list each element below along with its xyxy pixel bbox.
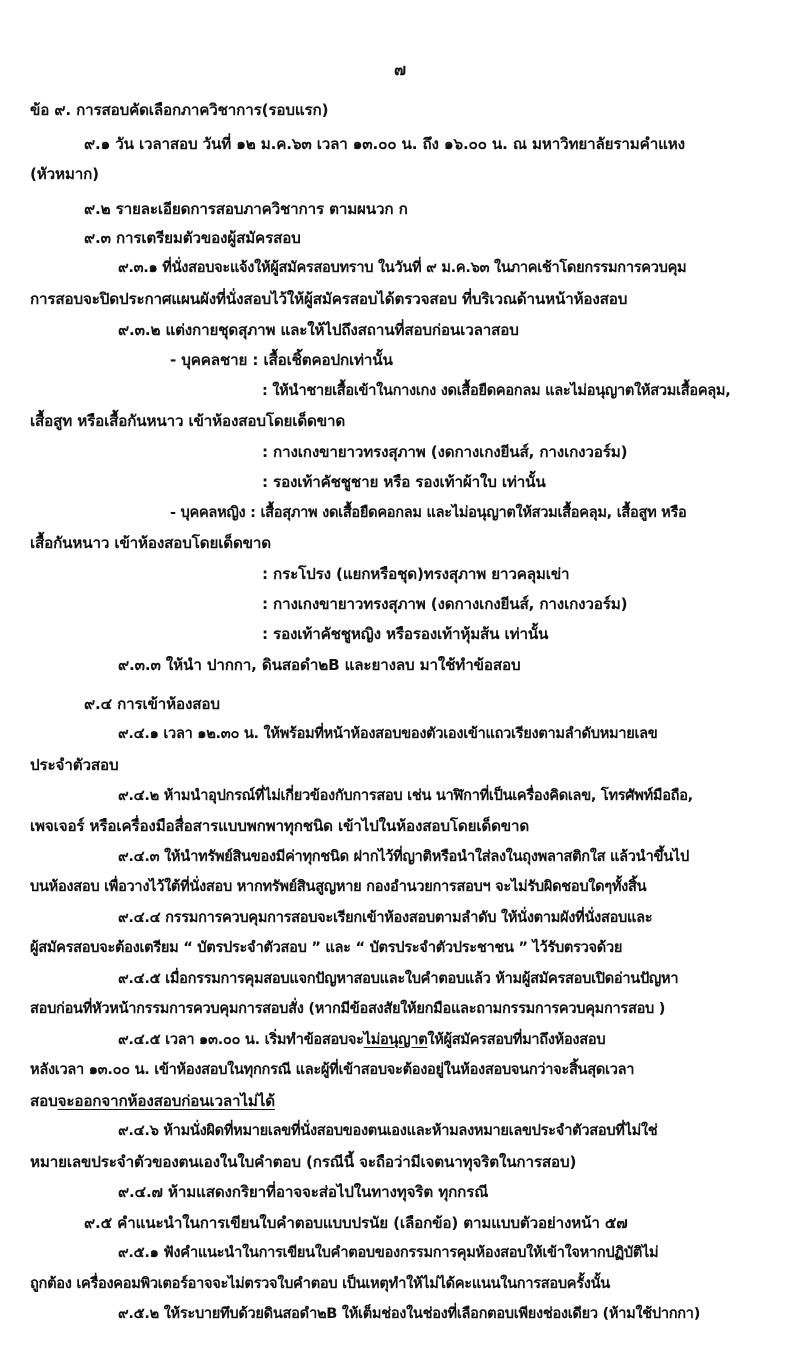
item-9-3-2: ๙.๓.๒ แต่งกายชุดสุภาพ และให้ไปถึงสถานที่สอบก่อนเวลาสอบ [118, 321, 519, 339]
item-9-4-5b-text-a: ๙.๔.๕ เวลา ๑๓.๐๐ น. เริ่มทำข้อสอบจะ [118, 1031, 364, 1048]
dress-female-skirt: : กระโปรง (แยกหรือชุด)ทรงสุภาพ ยาวคลุมเข่า [262, 565, 570, 583]
item-9-4-2-line-1: ๙.๔.๒ ห้ามนำอุปกรณ์ที่ไม่เกี่ยวข้องกับการสอบ เช่น นาฬิกาที่เป็นเครื่องคิดเลข, โทรศัพท์มือถือ, [118, 787, 693, 804]
item-9-4-5b-exam-word: สอบ [30, 1092, 58, 1110]
section-9-heading: ข้อ ๙. การสอบคัดเลือกภาควิชาการ(รอบแรก) [30, 101, 329, 119]
no-early-leave-underlined: จะออกจากห้องสอบก่อนเวลาไม่ได้ [57, 1092, 275, 1110]
item-9-4-5-line-2: สอบก่อนที่หัวหน้ากรรมการควบคุมการสอบสั่ง (หากมีข้อสงสัยให้ยกมือและถามกรรมการควบคุมการสอบ ) [30, 1000, 666, 1017]
dress-male-rule-line-1: : ให้นำชายเสื้อเข้าในกางเกง งดเสื้อยืดคอกลม และไม่อนุญาตให้สวมเสื้อคลุม, [262, 382, 731, 399]
item-9-4-7: ๙.๔.๗ ห้ามแสดงกริยาที่อาจจะส่อไปในทางทุจริต ทุกกรณี [118, 1183, 489, 1201]
item-9-4-5b-line-3 [30, 1091, 275, 1111]
item-9-4-5-line-1: ๙.๔.๕ เมื่อกรรมการคุมสอบแจกปัญหาสอบและใบคำตอบแล้ว ห้ามผู้สมัครสอบเปิดอ่านปัญหา [118, 970, 679, 987]
item-9-4-5b-line-1 [118, 1030, 605, 1050]
dress-female-trousers: : กางเกงขายาวทรงสุภาพ (งดกางเกงยีนส์, กางเกงวอร์ม) [262, 595, 628, 613]
item-9-3-heading: ๙.๓ การเตรียมตัวของผู้สมัครสอบ [84, 229, 301, 247]
item-9-4-heading: ๙.๔ การเข้าห้องสอบ [84, 695, 220, 713]
item-9-5-1-line-2: ถูกต้อง เครื่องคอมพิวเตอร์อาจจะไม่ตรวจใบคำตอบ เป็นเหตุทำให้ไม่ได้คะแนนในการสอบครั้งนั้น [30, 1275, 610, 1292]
dress-male-trousers: : กางเกงขายาวทรงสุภาพ (งดกางเกงยีนส์, กางเกงวอร์ม) [262, 443, 628, 461]
item-9-1-line-1: ๙.๑ วัน เวลาสอบ วันที่ ๑๒ ม.ค.๖๓ เวลา ๑๓.๐๐ น. ถึง ๑๖.๐๐ น. ณ มหาวิทยาลัยรามคำแหง [84, 135, 685, 153]
item-9-4-5b-line-2: หลังเวลา ๑๓.๐๐ น. เข้าห้องสอบในทุกกรณี และผู้ที่เข้าสอบจะต้องอยู่ในห้องสอบจนกว่าจะสิ้นสุดเวลา [30, 1061, 635, 1078]
item-9-5-1-line-1: ๙.๕.๑ ฟังคำแนะนำในการเขียนใบคำตอบของกรรมการคุมห้องสอบให้เข้าใจหากปฏิบัติไม่ [118, 1244, 659, 1261]
item-9-5-2: ๙.๕.๒ ให้ระบายทึบด้วยดินสอดำ๒B ให้เต็มช่องในช่องที่เลือกตอบเพียงช่องเดียว (ห้ามใช้ปากกา) [118, 1305, 701, 1322]
dress-male-rule-line-2: เสื้อสูท หรือเสื้อกันหนาว เข้าห้องสอบโดยเด็ดขาด [30, 412, 346, 430]
item-9-4-2-line-2: เพจเจอร์ หรือเครื่องมือสื่อสารแบบพกพาทุกชนิด เข้าไปในห้องสอบโดยเด็ดขาด [30, 817, 530, 835]
item-9-4-6-line-2: หมายเลขประจำตัวของตนเองในใบคำตอบ (กรณีนี้ จะถือว่ามีเจตนาทุจริตในการสอบ) [30, 1153, 577, 1171]
item-9-5-heading: ๙.๕ คำแนะนำในการเขียนใบคำตอบแบบปรนัย (เลือกข้อ) ตามแบบตัวอย่างหน้า ๕๗ [84, 1214, 628, 1232]
item-9-4-1-line-2: ประจำตัวสอบ [30, 756, 119, 774]
dress-female-shoes: : รองเท้าคัชชูหญิง หรือรองเท้าหุ้มส้น เท่านั้น [262, 625, 549, 643]
item-9-3-1-line-1: ๙.๓.๑ ที่นั่งสอบจะแจ้งให้ผู้สมัครสอบทราบ ในวันที่ ๙ ม.ค.๖๓ ในภาคเช้าโดยกรรมการควบคุม [118, 259, 687, 276]
dress-female-line-1: - บุคคลหญิง : เสื้อสุภาพ งดเสื้อยืดคอกลม และไม่อนุญาตให้สวมเสื้อคลุม, เสื้อสูท หรือ [170, 504, 687, 521]
item-9-3-3: ๙.๓.๓ ให้นำ ปากกา, ดินสอดำ๒B และยางลบ มาใช้ทำข้อสอบ [118, 656, 521, 674]
item-9-3-1-line-2: การสอบจะปิดประกาศแผนผังที่นั่งสอบไว้ให้ผู้สมัครสอบได้ตรวจสอบ ที่บริเวณด้านหน้าห้องสอบ [30, 290, 628, 308]
page-number: ๗ [393, 60, 407, 79]
item-9-4-5b-text-c: ให้ผู้สมัครสอบที่มาถึงห้องสอบ [427, 1031, 606, 1048]
item-9-4-4-line-1: ๙.๔.๔ กรรมการควบคุมการสอบจะเรียกเข้าห้องสอบตามลำดับ ให้นั่งตามผังที่นั่งสอบและ [118, 909, 653, 926]
item-9-2: ๙.๒ รายละเอียดการสอบภาควิชาการ ตามผนวก ก [84, 200, 408, 218]
item-9-4-4-line-2: ผู้สมัครสอบจะต้องเตรียม “ บัตรประจำตัวสอบ ” และ “ บัตรประจำตัวประชาชน ” ไว้รับตรวจด้วย [30, 939, 623, 956]
item-9-4-3-line-2: บนห้องสอบ เพื่อวางไว้ใต้ที่นั่งสอบ หากทรัพย์สินสูญหาย กองอำนวยการสอบฯ จะไม่รับผิดชอบใดๆทั้งสิ้น [30, 878, 647, 895]
dress-male-shirt: - บุคคลชาย : เสื้อเชิ้ตคอปกเท่านั้น [170, 351, 393, 369]
dress-female-line-2: เสื้อกันหนาว เข้าห้องสอบโดยเด็ดขาด [30, 534, 271, 552]
not-allowed-underlined: ไม่อนุญาต [363, 1031, 428, 1048]
item-9-4-6-line-1: ๙.๔.๖ ห้ามนั่งผิดที่หมายเลขที่นั่งสอบของตนเองและห้ามลงหมายเลขประจำตัวสอบที่ไม่ใช่ [118, 1122, 658, 1139]
dress-male-shoes: : รองเท้าคัชชูชาย หรือ รองเท้าผ้าใบ เท่านั้น [262, 473, 546, 491]
item-9-4-3-line-1: ๙.๔.๓ ให้นำทรัพย์สินของมีค่าทุกชนิด ฝากไว้ที่ญาติหรือนำใส่ลงในถุงพลาสติกใส แล้วนำขึ้นไป [118, 848, 689, 865]
item-9-1-line-2: (หัวหมาก) [30, 165, 99, 183]
item-9-4-1-line-1: ๙.๔.๑ เวลา ๑๒.๓๐ น. ให้พร้อมที่หน้าห้องสอบของตัวเองเข้าแถวเรียงตามลำดับหมายเลข [118, 725, 658, 742]
